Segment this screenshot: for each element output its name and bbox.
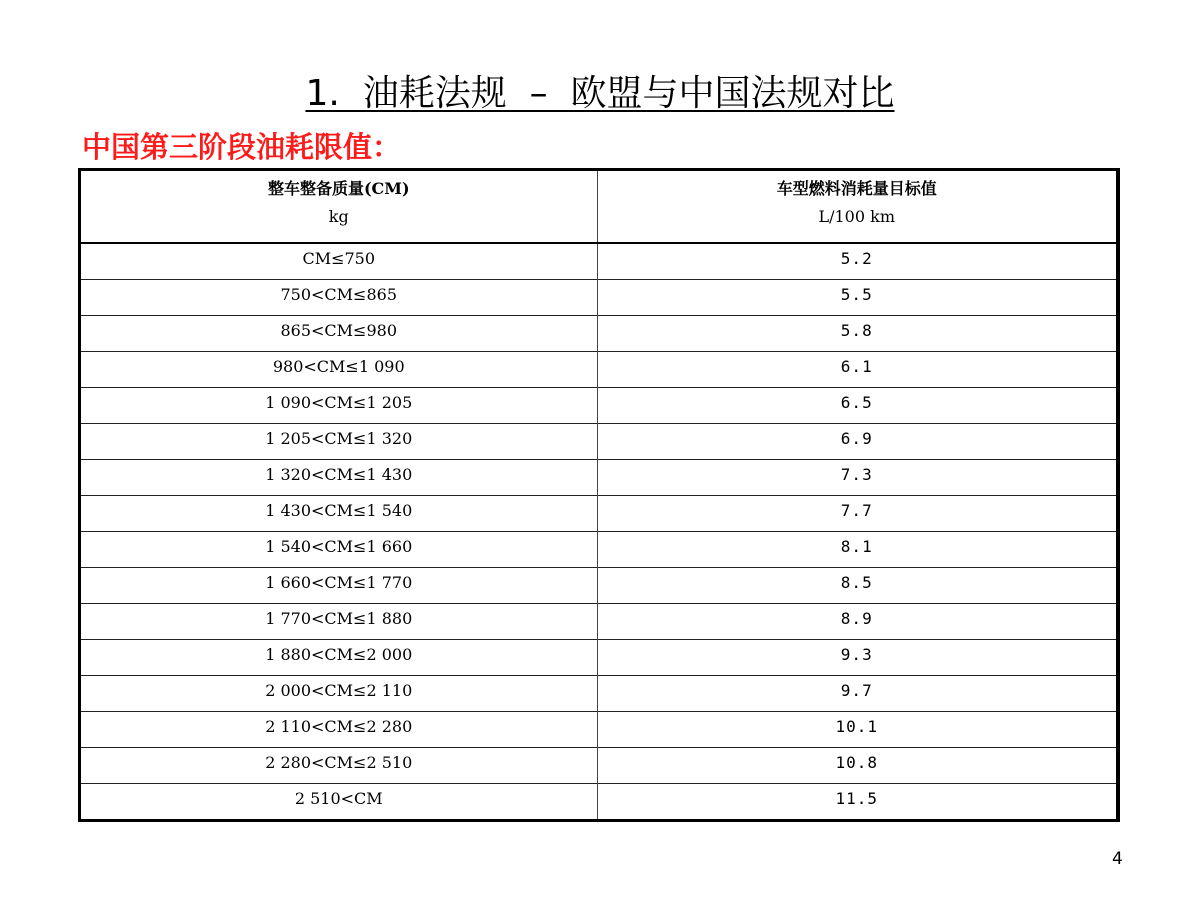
- table-row: [81, 316, 1116, 352]
- page-number: 4: [1112, 849, 1123, 869]
- slide-title: 1. 油耗法规 – 欧盟与中国法规对比: [305, 73, 895, 114]
- header-mass-label: 整车整备质量(CM): [267, 179, 410, 198]
- mass-range-cell: 1 540<CM≤1 660: [81, 532, 597, 568]
- mass-range-cell: 1 205<CM≤1 320: [81, 424, 597, 460]
- target-value-cell: 5.8: [597, 316, 1116, 352]
- target-value-cell: 6.5: [597, 388, 1116, 424]
- header-mass: [81, 171, 597, 243]
- table-row: [81, 388, 1116, 424]
- table-row: [81, 352, 1116, 388]
- target-value-cell: 8.1: [597, 532, 1116, 568]
- target-value-cell: 10.1: [597, 712, 1116, 748]
- target-value-cell: 10.8: [597, 748, 1116, 784]
- table-row: [81, 460, 1116, 496]
- limits-table: [81, 171, 1116, 819]
- target-value-cell: 9.7: [597, 676, 1116, 712]
- table-row: [81, 280, 1116, 316]
- header-mass-unit: kg: [328, 207, 349, 226]
- mass-range-cell: 1 430<CM≤1 540: [81, 496, 597, 532]
- table-header-row: [81, 171, 1116, 243]
- target-value-cell: 5.5: [597, 280, 1116, 316]
- table-row: [81, 568, 1116, 604]
- slide-subtitle: 中国第三阶段油耗限值：: [82, 130, 402, 164]
- target-value-cell: 7.3: [597, 460, 1116, 496]
- target-value-cell: 8.5: [597, 568, 1116, 604]
- mass-range-cell: 1 090<CM≤1 205: [81, 388, 597, 424]
- mass-range-cell: 980<CM≤1 090: [81, 352, 597, 388]
- target-value-cell: 7.7: [597, 496, 1116, 532]
- header-target-value: [597, 171, 1116, 243]
- mass-range-cell: 1 660<CM≤1 770: [81, 568, 597, 604]
- mass-range-cell: 865<CM≤980: [81, 316, 597, 352]
- mass-range-cell: CM≤750: [81, 243, 597, 280]
- table-row: [81, 424, 1116, 460]
- header-target-unit: L/100 km: [818, 207, 895, 226]
- mass-range-cell: 1 320<CM≤1 430: [81, 460, 597, 496]
- table-row: [81, 532, 1116, 568]
- mass-range-cell: 2 510<CM: [81, 784, 597, 819]
- table-row: [81, 243, 1116, 280]
- table-row: [81, 784, 1116, 819]
- table-row: [81, 676, 1116, 712]
- mass-range-cell: 2 110<CM≤2 280: [81, 712, 597, 748]
- mass-range-cell: 750<CM≤865: [81, 280, 597, 316]
- fuel-consumption-limit-table: [78, 168, 1120, 822]
- mass-range-cell: 2 000<CM≤2 110: [81, 676, 597, 712]
- target-value-cell: 11.5: [597, 784, 1116, 819]
- target-value-cell: 5.2: [840, 249, 873, 268]
- table-row: [81, 748, 1116, 784]
- target-value-cell: 6.1: [597, 352, 1116, 388]
- table-row: [81, 604, 1116, 640]
- header-target-label: 车型燃料消耗量目标值: [776, 179, 937, 198]
- target-value-cell: 8.9: [597, 604, 1116, 640]
- table-row: [81, 712, 1116, 748]
- target-value-cell: 9.3: [597, 640, 1116, 676]
- mass-range-cell: 2 280<CM≤2 510: [81, 748, 597, 784]
- target-value-cell: 6.9: [597, 424, 1116, 460]
- mass-range-cell: 1 770<CM≤1 880: [81, 604, 597, 640]
- table-row: [81, 496, 1116, 532]
- mass-range-cell: 1 880<CM≤2 000: [81, 640, 597, 676]
- table-row: [81, 640, 1116, 676]
